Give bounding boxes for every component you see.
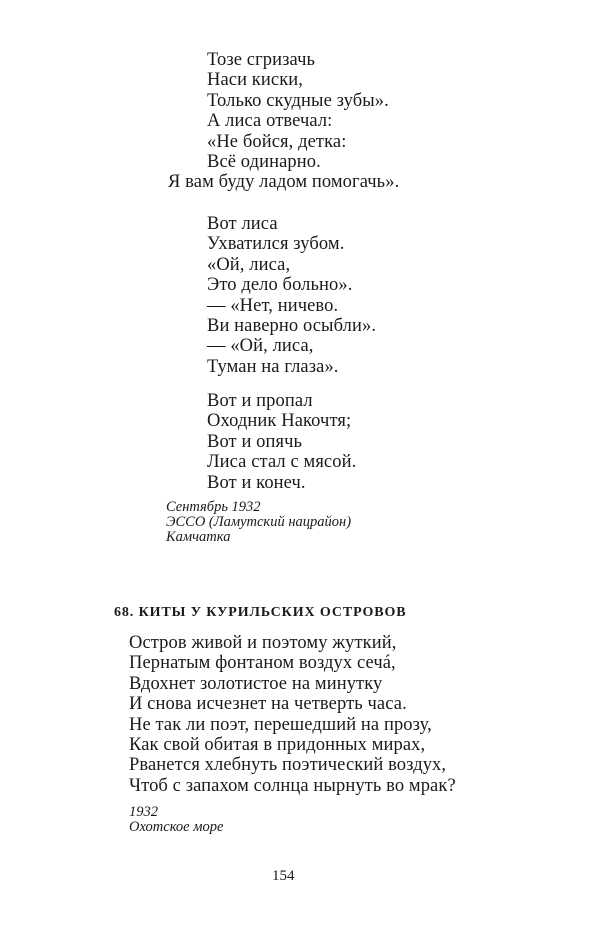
poem-line: Тозе сгризачь (207, 50, 316, 70)
poem-line: Как свой обитая в придонных мирах, (129, 735, 426, 755)
poem-line: А лиса отвечал: (207, 111, 333, 132)
poem-line: Пернатым фонтаном воздух сечá, (129, 653, 396, 674)
poem-line: Не так ли поэт, перешедший на прозу, (129, 714, 432, 735)
poem-line: Туман на глаза». (207, 356, 339, 377)
poem-date: Сентябрь 1932 (166, 499, 261, 515)
poem-line: — «Нет, ничево. (207, 295, 339, 316)
poem-line: Это дело больно». (207, 275, 353, 296)
poem-line: Ви наверно осыбли». (207, 316, 377, 336)
poem-line: Ухватился зубом. (207, 234, 345, 255)
poem-line: Вдохнет золотистое на минутку (129, 673, 383, 694)
poem-line: Я вам буду ладом помогачь». (168, 172, 400, 193)
poem-line: «Ой, лиса, (207, 254, 291, 275)
page-number: 154 (272, 868, 295, 884)
poem-line: «Не бойся, детка: (207, 131, 347, 152)
poem-line: Наси киски, (207, 70, 304, 91)
poem-line: Только скудные зубы». (207, 90, 389, 111)
poem-line: Вот лиса (207, 214, 278, 234)
poem-date: 1932 (129, 804, 158, 820)
poem-line: Чтоб с запахом солнца нырнуть во мрак? (129, 775, 456, 796)
poem-title: 68. КИТЫ У КУРИЛЬСКИХ ОСТРОВОВ (114, 605, 407, 620)
poem-place: ЭССО (Ламутский нацрайон) (166, 514, 352, 530)
poem-line: Вот и пропал (207, 391, 313, 411)
poem-place: Охотское море (129, 819, 224, 835)
poem-line: Оходник Накочтя; (207, 411, 352, 432)
poem-line: Вот и конеч. (207, 472, 306, 493)
poem-line: Всё одинарно. (207, 152, 321, 172)
poem-line: Рванется хлебнуть поэтический воздух, (129, 755, 447, 776)
poem-place: Камчатка (166, 529, 231, 545)
poem-line: И снова исчезнет на четверть часа. (129, 694, 407, 715)
poem-line: — «Ой, лиса, (207, 336, 314, 357)
poem-line: Вот и опячь (207, 431, 303, 452)
poem-line: Остров живой и поэтому жуткий, (129, 633, 397, 653)
poem-line: Лиса стал с мясой. (207, 452, 357, 473)
